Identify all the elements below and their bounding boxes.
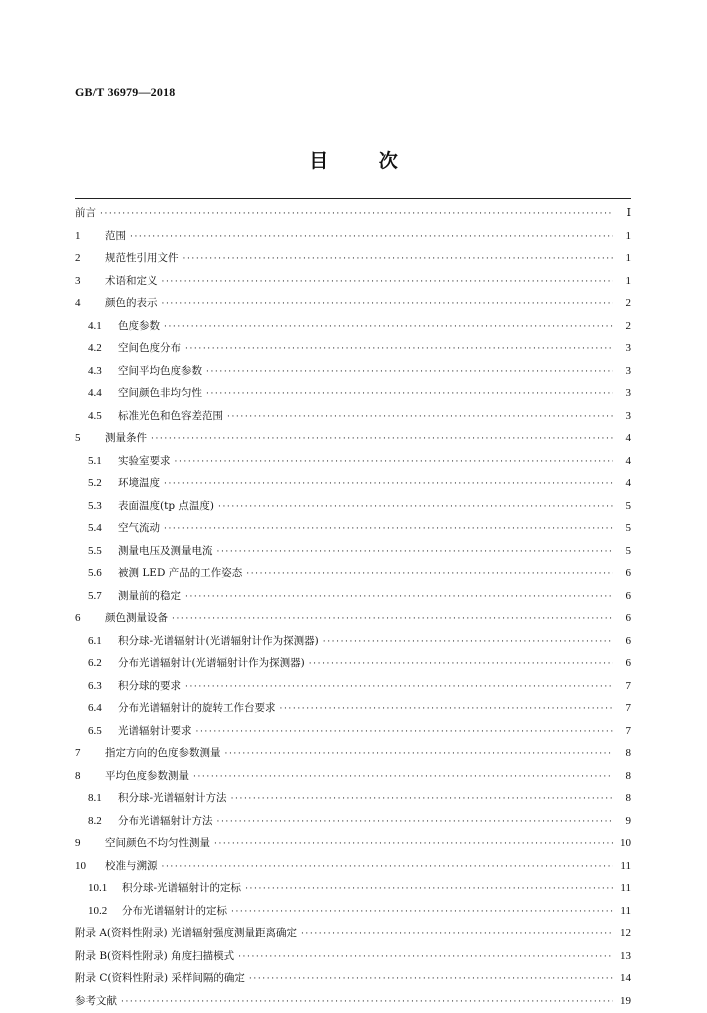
toc-entry-label: 积分球的要求 <box>118 675 181 698</box>
toc-entry-label: 空气流动 <box>118 517 160 540</box>
toc-entry[interactable] <box>75 517 631 540</box>
toc-entry[interactable] <box>75 922 631 945</box>
toc-leader-dots <box>121 991 613 1013</box>
toc-entry-page: 7 <box>617 720 631 743</box>
toc-entry[interactable] <box>75 315 631 338</box>
toc-leader-dots <box>151 428 613 451</box>
toc-entry-number: 10.2 <box>88 900 118 923</box>
toc-entry-label: 分布光谱辐射计的旋转工作台要求 <box>118 697 276 720</box>
toc-entry[interactable] <box>75 675 631 698</box>
toc-leader-dots <box>214 833 613 856</box>
toc-leader-dots <box>193 766 613 789</box>
toc-leader-dots <box>164 316 613 339</box>
toc-entry-label: 被测 LED 产品的工作姿态 <box>118 562 242 585</box>
toc-entry[interactable] <box>75 945 631 968</box>
toc-entry-number: 9 <box>75 832 101 855</box>
toc-entry[interactable] <box>75 427 631 450</box>
toc-entry-number: 8.1 <box>88 787 114 810</box>
toc-entry-number: 4.2 <box>88 337 114 360</box>
toc-leader-dots <box>227 406 613 429</box>
toc-entry-label: 校准与溯源 <box>105 855 158 878</box>
toc-entry-number: 5.2 <box>88 472 114 495</box>
toc-entry[interactable] <box>75 382 631 405</box>
toc-entry-number: 1 <box>75 225 101 248</box>
toc-entry-number: 4.5 <box>88 405 114 428</box>
toc-entry-number: 2 <box>75 247 101 270</box>
toc-entry-label: 范围 <box>105 225 126 248</box>
toc-entry-page: 13 <box>617 945 631 968</box>
toc-leader-dots <box>231 901 613 924</box>
toc-entry-page: 9 <box>617 810 631 833</box>
toc-leader-dots <box>309 653 613 676</box>
toc-entry[interactable] <box>75 405 631 428</box>
toc-leader-dots <box>225 743 614 766</box>
toc-entry-label: 颜色的表示 <box>105 292 158 315</box>
toc-entry-page: 19 <box>617 990 631 1013</box>
toc-entry-number: 6.5 <box>88 720 114 743</box>
toc-entry-number: 8 <box>75 765 101 788</box>
toc-entry-page: 14 <box>617 967 631 990</box>
toc-leader-dots <box>249 968 613 991</box>
toc-entry-label: 空间颜色非均匀性 <box>118 382 202 405</box>
table-of-contents <box>75 202 631 1012</box>
toc-entry-label: 表面温度(tp 点温度) <box>118 495 214 518</box>
toc-entry-label: 测量条件 <box>105 427 147 450</box>
toc-entry-page: 6 <box>617 652 631 675</box>
toc-entry[interactable] <box>75 585 631 608</box>
toc-entry[interactable] <box>75 360 631 383</box>
toc-entry[interactable] <box>75 630 631 653</box>
toc-entry[interactable] <box>75 450 631 473</box>
toc-entry-page: 4 <box>617 450 631 473</box>
toc-entry[interactable] <box>75 472 631 495</box>
toc-entry-label: 光谱辐射计要求 <box>118 720 192 743</box>
toc-leader-dots <box>323 631 613 654</box>
toc-leader-dots <box>162 856 614 879</box>
toc-leader-dots <box>100 203 613 226</box>
toc-entry[interactable] <box>75 787 631 810</box>
toc-entry-number: 5.4 <box>88 517 114 540</box>
toc-entry[interactable] <box>75 832 631 855</box>
toc-leader-dots <box>245 878 613 901</box>
toc-entry[interactable] <box>75 337 631 360</box>
toc-entry-page: 4 <box>617 427 631 450</box>
toc-leader-dots <box>185 676 613 699</box>
toc-leader-dots <box>217 811 614 834</box>
toc-entry-number: 5.5 <box>88 540 114 563</box>
toc-entry-page: 2 <box>617 292 631 315</box>
toc-entry-label: 术语和定义 <box>105 270 158 293</box>
toc-entry-page: 4 <box>617 472 631 495</box>
toc-entry-page: 1 <box>617 247 631 270</box>
toc-entry-page: 5 <box>617 517 631 540</box>
toc-entry-number: 7 <box>75 742 101 765</box>
toc-entry-label: 环境温度 <box>118 472 160 495</box>
toc-entry[interactable] <box>75 720 631 743</box>
toc-leader-dots <box>172 608 613 631</box>
toc-entry-page: 5 <box>617 495 631 518</box>
toc-entry-label: 积分球-光谱辐射计(光谱辐射计作为探测器) <box>118 630 319 653</box>
toc-leader-dots <box>246 563 613 586</box>
toc-leader-dots <box>175 451 614 474</box>
toc-entry-number: 6 <box>75 607 101 630</box>
toc-entry-label: 指定方向的色度参数测量 <box>105 742 221 765</box>
toc-entry-page: 8 <box>617 742 631 765</box>
toc-entry-label: 积分球-光谱辐射计方法 <box>118 787 227 810</box>
toc-entry-number: 8.2 <box>88 810 114 833</box>
toc-entry-label: 附录 B(资料性附录) 角度扫描模式 <box>75 945 234 968</box>
toc-entry-label: 颜色测量设备 <box>105 607 168 630</box>
toc-entry-label: 空间颜色不均匀性测量 <box>105 832 210 855</box>
toc-entry-page: 5 <box>617 540 631 563</box>
toc-leader-dots <box>183 248 614 271</box>
toc-entry-label: 测量电压及测量电流 <box>118 540 213 563</box>
toc-entry-label: 空间色度分布 <box>118 337 181 360</box>
toc-entry[interactable] <box>75 202 631 225</box>
toc-entry-number: 6.1 <box>88 630 114 653</box>
toc-entry-page: 3 <box>617 337 631 360</box>
toc-entry-page: 6 <box>617 607 631 630</box>
toc-entry[interactable] <box>75 877 631 900</box>
toc-entry[interactable] <box>75 652 631 675</box>
toc-entry-page: Ⅰ <box>617 202 631 225</box>
toc-entry-number: 5.7 <box>88 585 114 608</box>
toc-entry-page: 6 <box>617 562 631 585</box>
toc-entry-label: 分布光谱辐射计(光谱辐射计作为探测器) <box>118 652 305 675</box>
toc-entry-label: 分布光谱辐射计方法 <box>118 810 213 833</box>
toc-entry[interactable] <box>75 697 631 720</box>
toc-leader-dots <box>162 293 614 316</box>
toc-entry-page: 3 <box>617 405 631 428</box>
toc-entry-number: 6.2 <box>88 652 114 675</box>
toc-entry-label: 测量前的稳定 <box>118 585 181 608</box>
toc-leader-dots <box>280 698 614 721</box>
toc-entry-label: 积分球-光谱辐射计的定标 <box>122 877 241 900</box>
toc-entry-label: 色度参数 <box>118 315 160 338</box>
toc-entry-label: 参考文献 <box>75 990 117 1013</box>
toc-entry[interactable] <box>75 495 631 518</box>
toc-leader-dots <box>196 721 614 744</box>
toc-leader-dots <box>206 361 613 384</box>
toc-entry-number: 5.3 <box>88 495 114 518</box>
toc-entry-number: 4 <box>75 292 101 315</box>
toc-entry-number: 6.4 <box>88 697 114 720</box>
page-title: 目 次 <box>0 146 707 173</box>
toc-entry-number: 6.3 <box>88 675 114 698</box>
toc-leader-dots <box>162 271 614 294</box>
toc-entry-label: 附录 C(资料性附录) 采样间隔的确定 <box>75 967 245 990</box>
toc-leader-dots <box>301 923 613 946</box>
toc-entry[interactable] <box>75 562 631 585</box>
toc-entry[interactable] <box>75 810 631 833</box>
toc-entry[interactable] <box>75 855 631 878</box>
toc-entry[interactable] <box>75 247 631 270</box>
toc-top-rule <box>75 198 631 199</box>
toc-entry-number: 10.1 <box>88 877 118 900</box>
toc-leader-dots <box>130 226 613 249</box>
toc-entry-number: 4.1 <box>88 315 114 338</box>
toc-entry-label: 空间平均色度参数 <box>118 360 202 383</box>
toc-entry-number: 10 <box>75 855 101 878</box>
toc-entry-page: 11 <box>617 900 631 923</box>
toc-leader-dots <box>164 473 613 496</box>
toc-entry-page: 1 <box>617 225 631 248</box>
toc-entry-number: 4.3 <box>88 360 114 383</box>
toc-entry[interactable] <box>75 540 631 563</box>
toc-entry-number: 5.1 <box>88 450 114 473</box>
toc-leader-dots <box>164 518 613 541</box>
toc-entry-page: 7 <box>617 697 631 720</box>
toc-leader-dots <box>206 383 613 406</box>
toc-entry-page: 10 <box>617 832 631 855</box>
toc-entry-label: 前言 <box>75 202 96 225</box>
toc-entry-page: 6 <box>617 585 631 608</box>
toc-entry-label: 附录 A(资料性附录) 光谱辐射强度测量距离确定 <box>75 922 297 945</box>
toc-entry[interactable] <box>75 900 631 923</box>
toc-leader-dots <box>218 496 613 519</box>
standard-code: GB/T 36979—2018 <box>75 85 175 100</box>
toc-entry[interactable] <box>75 292 631 315</box>
toc-entry-page: 12 <box>617 922 631 945</box>
toc-leader-dots <box>217 541 614 564</box>
toc-entry-label: 实验室要求 <box>118 450 171 473</box>
toc-leader-dots <box>185 338 613 361</box>
toc-entry[interactable] <box>75 270 631 293</box>
toc-entry-page: 3 <box>617 382 631 405</box>
toc-entry[interactable] <box>75 990 631 1013</box>
toc-entry-label: 标准光色和色容差范围 <box>118 405 223 428</box>
toc-entry-page: 11 <box>617 877 631 900</box>
toc-entry[interactable] <box>75 765 631 788</box>
toc-entry-label: 平均色度参数测量 <box>105 765 189 788</box>
toc-entry-page: 6 <box>617 630 631 653</box>
toc-entry[interactable] <box>75 607 631 630</box>
toc-entry[interactable] <box>75 225 631 248</box>
toc-entry-label: 规范性引用文件 <box>105 247 179 270</box>
toc-entry-page: 8 <box>617 787 631 810</box>
toc-entry-number: 3 <box>75 270 101 293</box>
toc-entry-number: 5 <box>75 427 101 450</box>
toc-entry-page: 3 <box>617 360 631 383</box>
toc-leader-dots <box>238 946 613 969</box>
toc-entry[interactable] <box>75 967 631 990</box>
toc-entry-number: 5.6 <box>88 562 114 585</box>
toc-entry-page: 2 <box>617 315 631 338</box>
toc-entry-page: 8 <box>617 765 631 788</box>
toc-entry-label: 分布光谱辐射计的定标 <box>122 900 227 923</box>
toc-entry-page: 1 <box>617 270 631 293</box>
toc-leader-dots <box>231 788 613 811</box>
toc-leader-dots <box>185 586 613 609</box>
toc-entry[interactable] <box>75 742 631 765</box>
toc-entry-number: 4.4 <box>88 382 114 405</box>
toc-entry-page: 7 <box>617 675 631 698</box>
toc-entry-page: 11 <box>617 855 631 878</box>
